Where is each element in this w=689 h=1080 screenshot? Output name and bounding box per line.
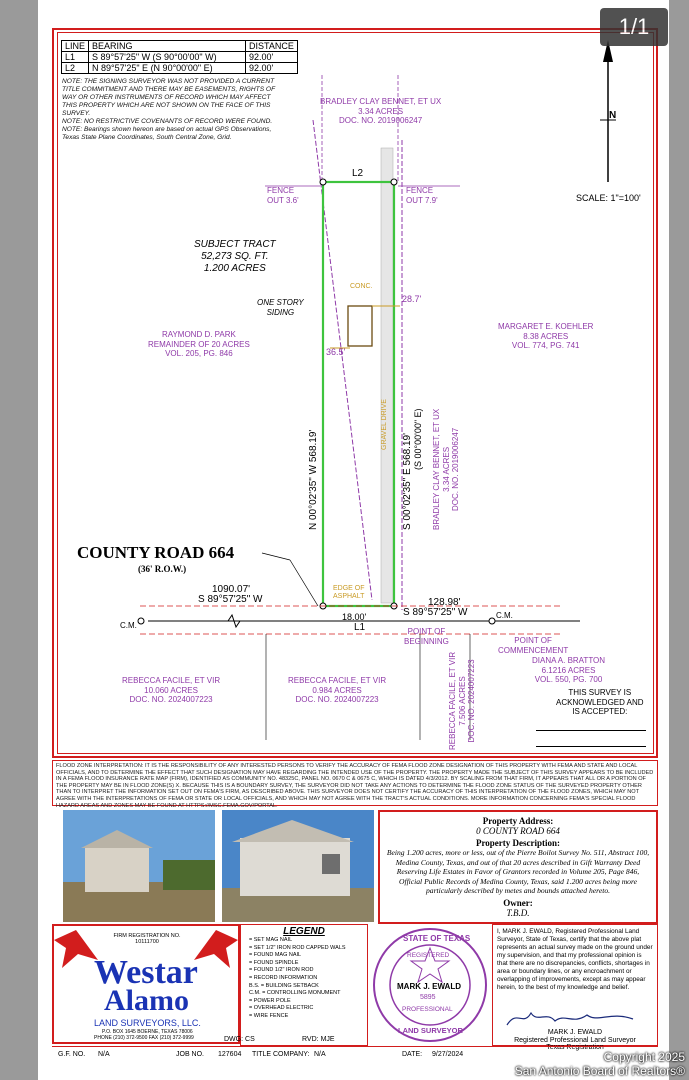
adjoiner-south-2: REBECCA FACILE, ET VIR 0.984 ACRES DOC. NO. 2024007223 <box>288 676 387 704</box>
dist-1090: 1090.07' <box>212 584 251 595</box>
dim-36-5: 36.5' <box>326 347 346 357</box>
concrete-label: CONC. <box>350 283 373 290</box>
property-address: 0 COUNTY ROAD 664 <box>476 826 560 836</box>
cm-west: C.M. <box>120 621 137 630</box>
building-label: ONE STORY SIDING <box>257 298 304 317</box>
line-table-header: LINE BEARING DISTANCE <box>62 41 298 52</box>
dist-18: 18.00' <box>342 612 367 622</box>
east-line-record: (S 00°00'00" E) <box>413 408 423 470</box>
company-address: P.O. BOX 1645 BOERNE, TEXAS 78006 <box>102 1029 193 1035</box>
legend-box <box>240 924 368 1046</box>
line-l2-label: L2 <box>352 168 364 179</box>
road-name: COUNTY ROAD 664 <box>77 543 235 562</box>
table-row: L1 S 89°57'25" W (S 90°00'00" W) 92.00' <box>62 52 298 63</box>
flood-zone-interpretation: FLOOD ZONE INTERPRETATION: IT IS THE RESPONSIBILITY OF ANY INTERESTED PERSONS TO VERIFY THE ACCURACY OF FEMA FLOOD ZONE DESIGNATION OF THIS PROPERTY WITH FEMA AND STATE AND LOCAL OFFICIALS, AND TO DETERMINE THE EFFECT THAT SUCH DESIGNATION MAY HAVE REGARDING THE INTENDED USE OF THE PROPERTY. THE PROPERTY MADE THE SUBJECT OF THIS SURVEY APPEARS TO BE INCLUDED IN A FEMA FLOOD INSURANCE RATE MAP (FIRM), IDENTIFIED AS COMMUNITY NO. 48325C, PANEL NO. 0670 C & 0675 C, WHICH IS DATED 4/3/2012. BY SCALING FROM THAT FIRM, IT APPEARS THAT ALL OR A PORTION OF THE PROPERTY MAY BE IN FLOOD ZONE(S) X. BECAUSE THIS IS A BOUNDARY SURVEY, THE SURVEYOR DID NOT TAKE ANY ACTIONS TO DETERMINE THE FLOOD ZONE STATUS OF THE SURVEYED PROPERTY OTHER THAN TO INTERPRET THE INFORMATION SET OUT ON FEMA'S FIRM, AS DESCRIBED ABOVE. THIS SURVEYOR DOES NOT CERTIFY THE ACCURACY OF THIS INTERPRETATION OF THE FLOOD ZONES, WHICH MAY NOT AGREE WITH THE INTERPRETATIONS OF FEMA OR STATE OR LOCAL OFFICIALS, AND WHICH MAY NOT AGREE WITH THE TRACT'S ACTUAL CONDITIONS. MORE INFORMATION CONCERNING FEMA'S SPECIAL FLOOD HAZARD AREAS AND ZONES MAY BE FOUND AT HTTPS://MSC.FEMA.GOV/PORTAL. <box>52 760 658 806</box>
point-of-commencement: POINT OF COMMENCEMENT <box>498 636 569 655</box>
job-number: 127604 <box>218 1051 242 1058</box>
signature-name: MARK J. EWALD <box>547 1029 603 1036</box>
company-phone: PHONE (210) 372-9500 FAX (210) 372-9999 <box>94 1035 194 1041</box>
company-name-1: Westar <box>94 954 198 991</box>
cm-east: C.M. <box>496 611 513 620</box>
property-photo-2 <box>222 810 374 922</box>
west-line-call: N 00°02'35" W 568.19' <box>308 429 319 530</box>
certification-text: I, MARK J. EWALD, Registered Professional Land Surveyor, State of Texas, certify that the above plat represents an actual survey made on the ground under my supervision, and that my professional opinion is that there are no discrepancies, conflicts, shortages in area or boundary lines, or any encroachment or overlapping of improvements, except as may appear herein, to the best of my knowledge and belief. <box>497 928 653 991</box>
legend-item: = OVERHEAD ELECTRIC <box>249 1005 314 1012</box>
listing-watermark: Copyright 2025 San Antonio Board of Realtors® <box>514 1050 685 1078</box>
legend-item: = RECORD INFORMATION <box>249 974 318 981</box>
certification-box: I, MARK J. EWALD, Registered Professional Land Surveyor, State of Texas, certify that the above plat represents an actual survey made on the ground under my supervision, and that my professional opinion is that there are no discrepancies, conflicts, shortages in area or boundary lines, or any encroachment or overlapping of improvements, except as may appear herein, to the best of my knowledge and belief. MARK J. EWALD Registered Professional Land Surveyor Texas Registration <box>492 924 658 1046</box>
property-description: Being 1.200 acres, more or less, out of the Pierre Boilot Survey No. 511, Abstract 100, Medina County, Texas, and out of that 20 acres described in Gift Warranty Deed Reserving Life Estates in Favor of Grantors recorded in Volume 205, Page 846, Official Public Records of Medina County, Texas, said 1.200 acres being more particularly described by metes and bounds attached hereto. <box>386 848 650 895</box>
property-owner: T.B.D. <box>506 907 530 918</box>
note-covenants: NOTE: NO RESTRICTIVE COVENANTS OF RECORD WERE FOUND. <box>62 118 273 125</box>
property-info-box: Property Address: 0 COUNTY ROAD 664 Property Description: Being 1.200 acres, more or less, out of the Pierre Boilot Survey No. 511, Abstract 100, Medina County, Texas, and out of that 20 acres described in Gift Warranty Deed Reserving Life Estates in Favor of Grantors recorded in Volume 205, Page 846, Official Public Records of Medina County, Texas, said 1.200 acres being more particularly described by metes and bounds attached hereto. Owner: T.B.D. <box>378 810 658 924</box>
scale-label: SCALE: 1"=100' <box>576 193 641 203</box>
survey-date: 9/27/2024 <box>432 1051 464 1058</box>
firm-registration: FIRM REGISTRATION NO. 10111700 <box>113 933 181 945</box>
line-l1-label: L1 <box>354 622 366 633</box>
subject-tract-label: SUBJECT TRACT 52,273 SQ. FT. 1.200 ACRES <box>194 239 276 274</box>
legend-item: = POWER POLE <box>249 997 291 1004</box>
note-title-commitment: NOTE: THE SIGNING SURVEYOR WAS NOT PROVIDED A CURRENT TITLE COMMITMENT AND THERE MAY BE EASEMENTS, RIGHTS OF WAY OR OTHER INSTRUMENTS OF RECORD WHICH MAY AFFECT THIS PROPERTY WHICH ARE NOT SHOWN ON THE FACE OF THIS SURVEY. <box>62 78 275 117</box>
acknowledgement: THIS SURVEY IS ACKNOWLEDGED AND IS ACCEPTED: <box>556 688 644 716</box>
dwg-label: DWG: CS <box>224 1036 255 1043</box>
adjoiner-north: BRADLEY CLAY BENNET, ET UX 3.34 ACRES DOC. NO. 2019006247 <box>320 97 442 125</box>
dist-128: 128.98' <box>428 597 461 608</box>
east-line-call: S 00°02'35" E 568.19' <box>402 433 413 530</box>
table-row: L2 N 89°57'25" E (N 90°00'00" E) 92.00' <box>62 63 298 74</box>
adjoiner-south-3: REBECCA FACILE, ET VIR 7.506 ACRES DOC. NO. 2024007223 <box>448 651 476 750</box>
adjoiner-south-4: DIANA A. BRATTON 6.1216 ACRES VOL. 550, PG. 700 <box>532 656 606 684</box>
legend-item: = SET 1/2" IRON ROD CAPPED WALS <box>249 944 346 951</box>
legend-item: = WIRE FENCE <box>249 1012 289 1019</box>
fence-east-label: FENCE OUT 7.9' <box>406 186 438 205</box>
fence-west-label: FENCE OUT 3.6' <box>267 186 299 205</box>
rvd-label: RVD: MJE <box>302 1036 335 1043</box>
legend-item: = FOUND SPINDLE <box>249 959 299 966</box>
legend-item: C.M. = CONTROLLING MONUMENT <box>249 990 341 997</box>
note-bearings: NOTE: Bearings shown hereon are based on actual GPS Observations, Texas State Plane Coordinates, South Central Zone, Grid. <box>62 126 272 141</box>
bearing-east: S 89°57'25" W <box>403 607 468 618</box>
dim-28-7: 28.7' <box>402 294 422 304</box>
adjoiner-west: RAYMOND D. PARK REMAINDER OF 20 ACRES VOL. 205, PG. 846 <box>148 330 250 358</box>
ack-signature-line-1 <box>536 730 646 731</box>
road-row: (36' R.O.W.) <box>138 564 187 574</box>
company-sub: LAND SURVEYORS, LLC. <box>94 1018 201 1028</box>
company-box <box>52 924 240 1044</box>
signature-icon <box>503 1007 643 1029</box>
gf-number: N/A <box>98 1051 110 1058</box>
legend-item: = SET MAG NAIL <box>249 937 293 943</box>
bearing-west: S 89°57'25" W <box>198 594 263 605</box>
page-counter: 1/1 <box>600 8 668 46</box>
legend-item: B.S. = BUILDING SETBACK <box>249 982 319 989</box>
north-arrow-label: N <box>609 110 617 121</box>
surveyor-seal: STATE OF TEXAS REGISTERED MARK J. EWALD 5895 PROFESSIONAL LAND SURVEYOR <box>370 926 490 1044</box>
adjoiner-south-1: REBECCA FACILE, ET VIR 10.060 ACRES DOC. NO. 2024007223 <box>122 676 221 704</box>
gravel-drive-label: GRAVEL DRIVE <box>381 399 388 450</box>
property-photo-1 <box>63 810 215 922</box>
company-name-2: Alamo <box>104 984 189 1017</box>
ack-signature-line-2 <box>536 746 646 747</box>
edge-asphalt-label: EDGE OF ASPHALT <box>333 585 365 600</box>
legend-title: LEGEND <box>283 926 325 937</box>
legend-item: = FOUND 1/2" IRON ROD <box>249 967 314 974</box>
point-of-beginning: POINT OF BEGINNING <box>404 627 449 646</box>
title-block: G.F. NO. N/A JOB NO. 127604 TITLE COMPANY: N/A DATE: 9/27/2024 <box>52 1046 658 1063</box>
legend-item: = FOUND MAG NAIL <box>249 952 302 959</box>
adjoiner-east-strip: BRADLEY CLAY BENNET, ET UX 3.34 ACRES DOC. NO. 2019006247 <box>432 408 460 530</box>
title-company: N/A <box>314 1051 326 1058</box>
adjoiner-east: MARGARET E. KOEHLER 8.38 ACRES VOL. 774, PG. 741 <box>498 322 594 350</box>
